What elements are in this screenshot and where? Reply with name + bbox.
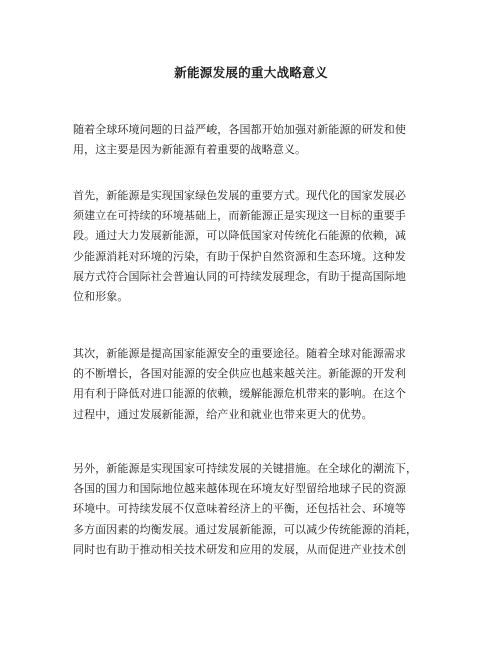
paragraph-line: 段。通过大力发展新能源，可以降低国家对传统化石能源的依赖，减 — [73, 229, 406, 243]
paragraph-line: 须建立在可持续的环境基础上，而新能源正是实现这一目标的重要手 — [73, 209, 406, 223]
paragraph-line: 环境中。可持续发展不仅意味着经济上的平衡，还包括社会、环境等 — [73, 502, 406, 516]
paragraph-third — [73, 459, 433, 560]
paragraph-line: 用有利于降低对进口能源的依赖，缓解能源危机带来的影响。在这个 — [73, 387, 406, 401]
paragraph-line: 首先，新能源是实现国家绿色发展的重要方式。现代化的国家发展必 — [73, 189, 406, 202]
paragraph-line: 同时也有助于推动相关技术研发和应用的发展，从而促进产业技术创 — [73, 542, 406, 556]
paragraph-line: 各国的国力和国际地位越来越体现在环境友好型留给地球子民的资源 — [73, 482, 406, 496]
paragraph-intro — [73, 120, 433, 160]
paragraph-line: 少能源消耗对环境的污染，有助于保护自然资源和生态环境。这种发 — [73, 249, 406, 263]
paragraph-second — [73, 344, 433, 425]
paragraph-line: 随着全球环境问题的日益严峻，各国都开始加强对新能源的研发和使 — [73, 123, 406, 136]
paragraph-line: 的不断增长，各国对能源的安全供应也越来越关注。新能源的开发利 — [73, 367, 406, 381]
paragraph-line: 多方面因素的均衡发展。通过发展新能源，可以减少传统能源的消耗， — [73, 522, 418, 536]
paragraph-line: 另外，新能源是实现国家可持续发展的关键措施。在全球化的潮流下， — [73, 462, 418, 475]
paragraph-first — [73, 186, 433, 307]
paragraph-line: 展方式符合国际社会普遍认同的可持续发展理念，有助于提高国际地 — [73, 269, 406, 283]
document-title: 新能源发展的重大战略意义 — [174, 65, 328, 80]
paragraph-line: 过程中，通过发展新能源，给产业和就业也带来更大的优势。 — [73, 407, 373, 421]
paragraph-line: 用，这主要是因为新能源有着重要的战略意义。 — [73, 143, 307, 157]
paragraph-line: 其次，新能源是提高国家能源安全的重要途径。随着全球对能源需求 — [73, 347, 406, 360]
paragraph-line: 位和形象。 — [73, 290, 129, 304]
